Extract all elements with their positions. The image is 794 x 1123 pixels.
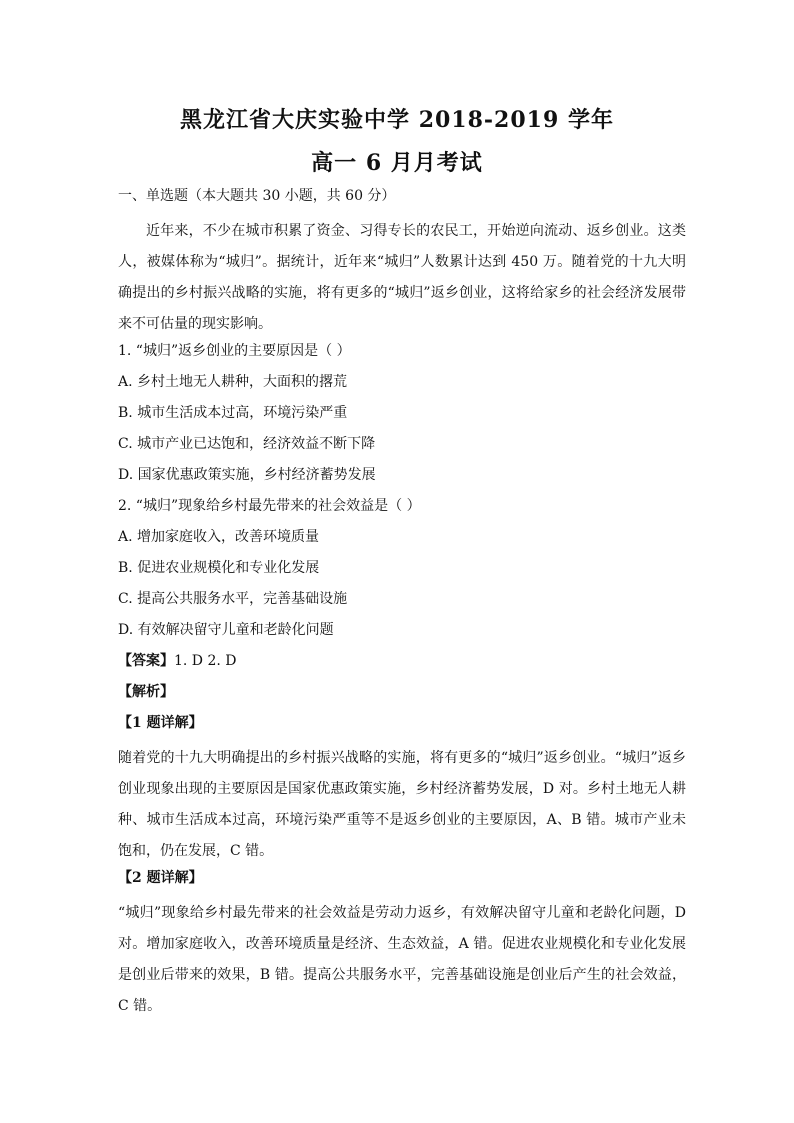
- question-2-stem: 2. “城归”现象给乡村最先带来的社会效益是（ ）: [118, 498, 421, 514]
- document-subtitle: 高一 6 月月考试: [311, 150, 483, 176]
- section-heading: 一、单选题（本大题共 30 小题，共 60 分）: [118, 188, 396, 204]
- detail-2-text: “城归”现象给乡村最先带来的社会效益是劳动力返乡，有效解决留守儿童和老龄化问题，D 对。增加家庭收入，改善环境质量是经济、生态效益，A 错。促进农业规模化和专业化发展是创业后带来的效果，B 错。提高公共服务水平，完善基础设施是创业后产生的社会效益，C 错。: [118, 905, 686, 1014]
- answer-label: 【答案】: [118, 653, 174, 669]
- answer-text: 1. D 2. D: [174, 653, 237, 669]
- question-1-option-b: B. 城市生活成本过高，环境污染严重: [118, 405, 348, 421]
- answer-row: [118, 650, 686, 681]
- passage-text: 近年来，不少在城市积累了资金、习得专长的农民工，开始逆向流动、返乡创业。这类人，被媒体称为“城归”。据统计，近年来“城归”人数累计达到 450 万。随着党的十九大明确提出的乡村振兴战略的实施，将有更多的“城归”返乡创业，这将给家乡的社会经济发展带来不可估量的现实影响。: [118, 223, 686, 332]
- question-1-stem: 1. “城归”返乡创业的主要原因是（ ）: [118, 343, 351, 359]
- document-title: 黑龙江省大庆实验中学 2018-2019 学年: [180, 107, 614, 133]
- detail-1-label: 【1 题详解】: [118, 715, 203, 731]
- question-1-option-d: D. 国家优惠政策实施，乡村经济蓄势发展: [118, 467, 376, 483]
- question-1-option-c: C. 城市产业已达饱和，经济效益不断下降: [118, 436, 376, 452]
- question-2-option-d: D. 有效解决留守儿童和老龄化问题: [118, 622, 334, 638]
- question-2-option-b: B. 促进农业规模化和专业化发展: [118, 560, 320, 576]
- question-2-option-a: A. 增加家庭收入，改善环境质量: [118, 529, 320, 545]
- detail-2-label: 【2 题详解】: [118, 870, 203, 886]
- analysis-label: 【解析】: [118, 684, 174, 700]
- document-body: [118, 185, 686, 1022]
- detail-1-text: 随着党的十九大明确提出的乡村振兴战略的实施，将有更多的“城归”返乡创业。“城归”返乡创业现象出现的主要原因是国家优惠政策实施，乡村经济蓄势发展，D 对。乡村土地无人耕种、城市生活成本过高，环境污染严重等不是返乡创业的主要原因，A、B 错。城市产业未饱和，仍在发展，C 错。: [118, 750, 686, 859]
- question-2-option-c: C. 提高公共服务水平，完善基础设施: [118, 591, 348, 607]
- question-1-option-a: A. 乡村土地无人耕种，大面积的撂荒: [118, 374, 348, 390]
